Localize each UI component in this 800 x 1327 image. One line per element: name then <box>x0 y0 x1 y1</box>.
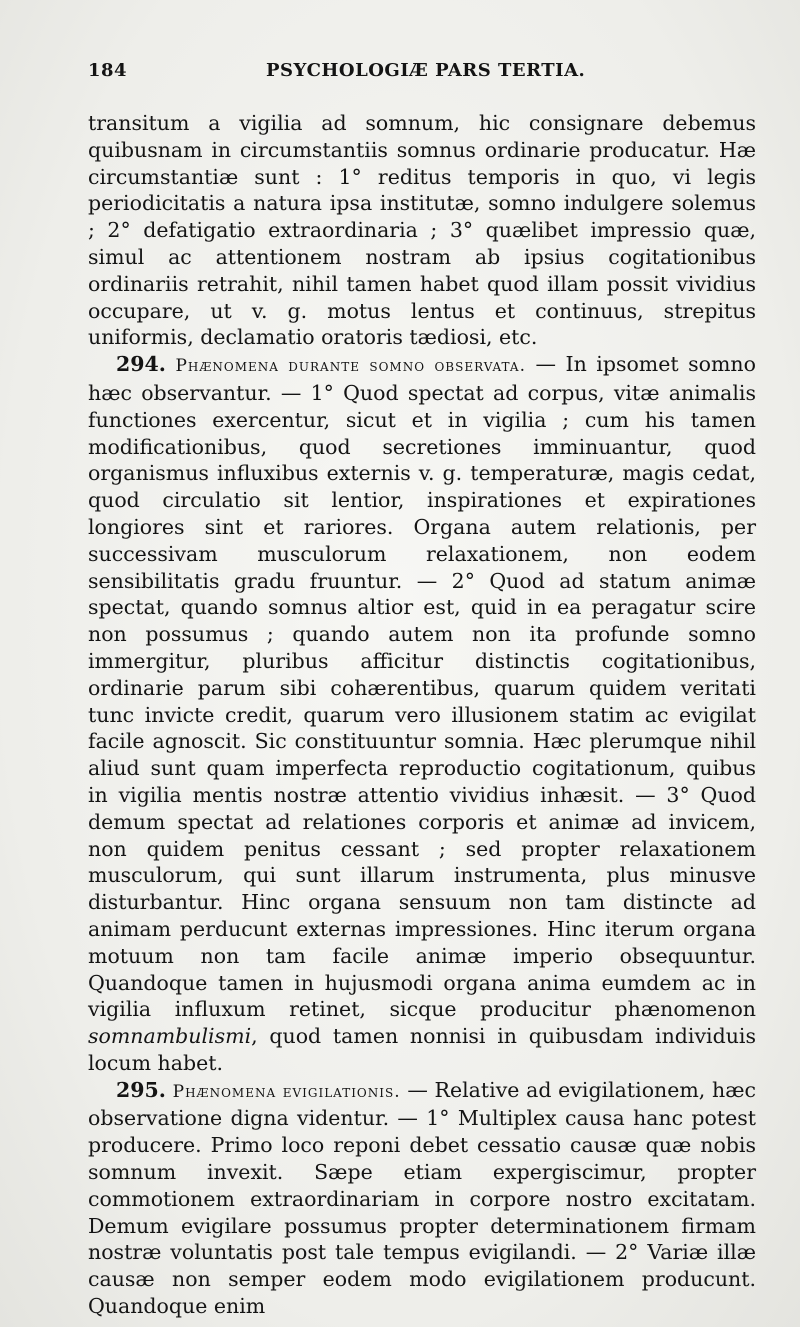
section-294 <box>88 351 756 1077</box>
section-number: 295. <box>116 1077 166 1102</box>
paragraph-continuation <box>88 110 756 351</box>
section-295 <box>88 1077 756 1320</box>
paragraph-text: — In ipsomet somno hæc observantur. — 1° Quod spectat ad corpus, vitæ animalis functiones exercentur, sicut et in vigilia ; cum his tamen modificationibus, quod secretiones imminuantur, quod organismus influxibus externis v. g. temperaturæ, magis cedat, quod circulatio sit lentior, inspirationes et expirationes longiores sint et rariores. Organa autem relationis, per successivam musculorum relaxationem, non eodem sensibilitatis gradu fruuntur. — 2° Quod ad statum animæ spectat, quando somnus altior est, quid in ea peragatur scire non possumus ; quando autem non ita profunde somno immergitur, pluribus afficitur distinctis cogitationibus, ordinarie parum sibi cohærentibus, quarum quidem veritati tunc invicte credit, quarum vero illusionem statim ac evigilat facile agnoscit. Sic constituuntur somnia. Hæc plerumque nihil aliud sunt quam imperfecta reproductio cogitationum, quibus in vigilia mentis nostræ attentio vividius inhæsit. — 3° Quod demum spectat ad relationes corporis et animæ ad invicem, non quidem penitus cessant ; sed propter relaxationem musculorum, qui sunt illarum instrumenta, plus minusve disturbantur. Hinc organa sensuum non tam distincte ad animam perducunt externas impressiones. Hinc iterum organa motuum non tam facile animæ imperio obsequuntur. Quandoque tamen in hujusmodi organa anima eumdem ac in vigilia influxum retinet, sicque producitur phænomenon <box>88 352 756 1022</box>
running-title: PSYCHOLOGIÆ PARS TERTIA. <box>266 60 586 81</box>
paragraph-text: , quod tamen nonnisi in quibusdam individuis locum habet. <box>88 1024 756 1075</box>
section-heading: Phænomena evigilationis. <box>172 1081 401 1102</box>
paragraph-text: — Relative ad evigilationem, hæc observatione digna videntur. — 1° Multiplex causa hanc potest producere. Primo loco reponi debet cessatio causæ quæ nobis somnum invexit. Sæpe etiam expergiscimur, propter commotionem extraordinariam in corpore nostro excitatam. Demum evigilare possumus propter determinationem firmam nostræ voluntatis post tale tempus evigilandi. — 2° Variæ illæ causæ non semper eodem modo evigilationem producunt. Quandoque enim <box>88 1077 756 1319</box>
page-number: 184 <box>88 60 128 81</box>
section-heading: Phænomena durante somno observata. <box>175 356 526 377</box>
section-number: 294. <box>116 352 166 377</box>
italic-term: somnambulismi <box>88 1024 252 1049</box>
page-header <box>88 60 740 92</box>
body-text <box>88 110 756 1320</box>
paragraph-text: transitum a vigilia ad somnum, hic consignare debemus quibusnam in circumstantiis somnus ordinarie producatur. Hæ circumstantiæ sunt : 1° reditus temporis in quo, vi legis periodicitatis a natura ipsa institutæ, somno indulgere solemus ; 2° defatigatio extraordinaria ; 3° quælibet impressio quæ, simul ac attentionem nostram ab ipsius cogitationibus ordinariis retrahit, nihil tamen habet quod illam possit vividius occupare, ut v. g. motus lentus et continuus, strepitus uniformis, declamatio oratoris tædiosi, etc. <box>88 111 756 350</box>
